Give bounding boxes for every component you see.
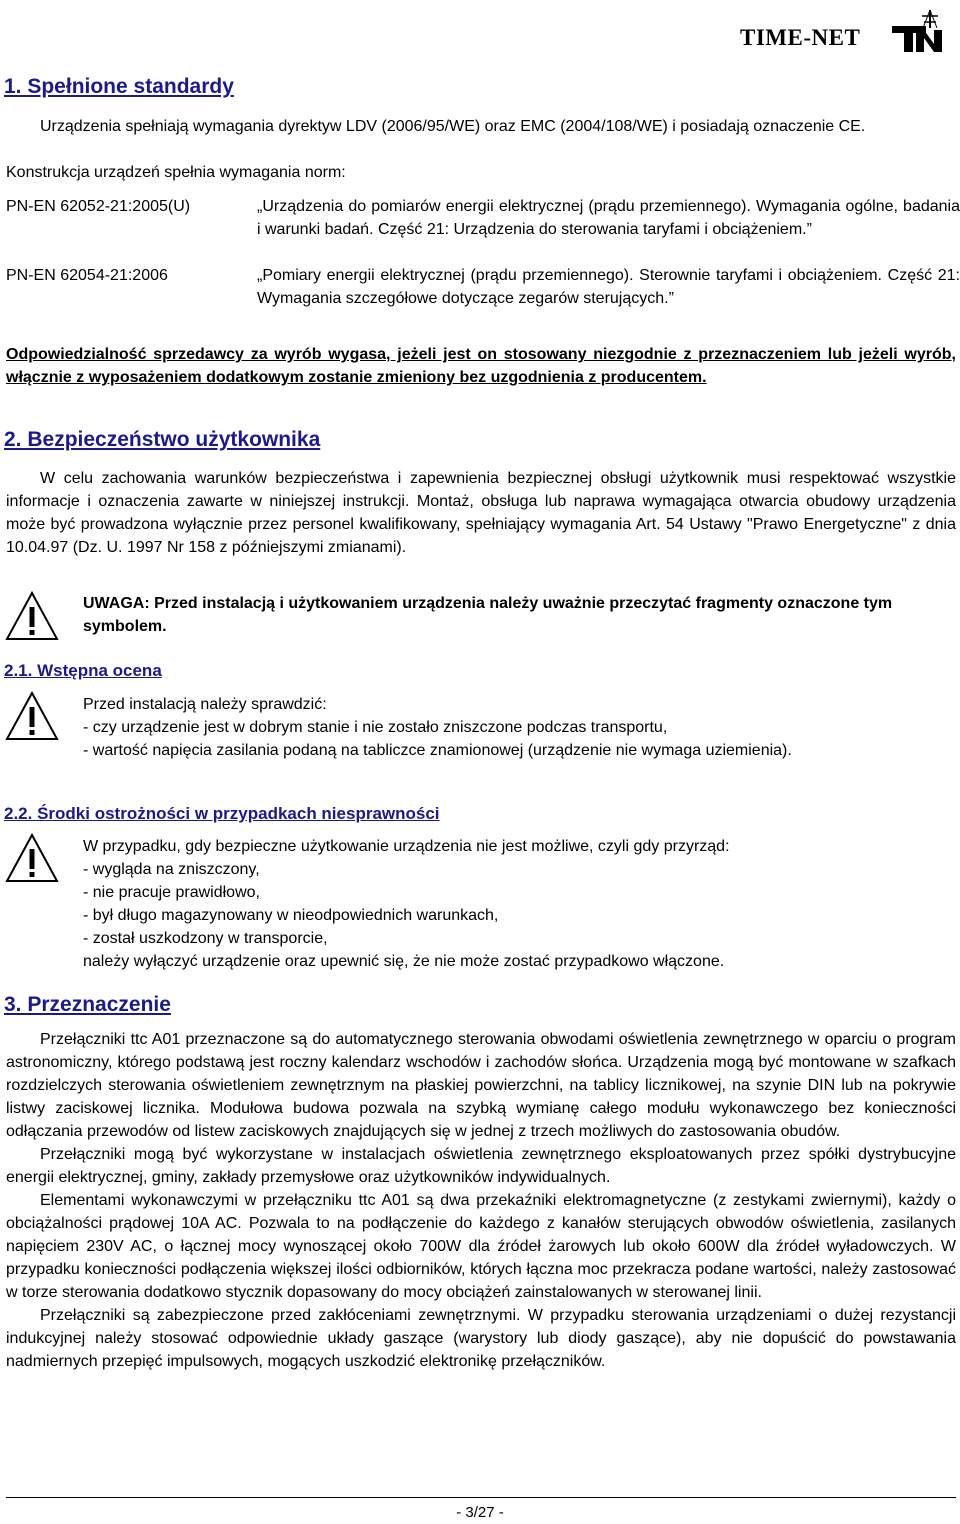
logo-text: TIME-NET bbox=[740, 25, 861, 50]
list-item: - wartość napięcia zasilania podaną na tabliczce znamionowej (urządzenie nie wymaga uziemienia). bbox=[83, 742, 792, 759]
standard-code: PN-EN 62054-21:2006 bbox=[6, 267, 168, 284]
sec22-content bbox=[83, 835, 956, 973]
footer-rule bbox=[6, 1497, 956, 1498]
sec1-norms-lead: Konstrukcja urządzeń spełnia wymagania norm: bbox=[6, 164, 346, 181]
sec21-content bbox=[83, 693, 956, 762]
sec1-intro: Urządzenia spełniają wymagania dyrektyw LDV (2006/95/WE) oraz EMC (2004/108/WE) i posiadają oznaczenie CE. bbox=[40, 118, 866, 135]
sec3-para: Przełączniki mogą być wykorzystane w instalacjach oświetlenia zewnętrznego eksploatowanych przez spółki dystrybucyjne energii elektrycznej, gminy, zakłady przemysłowe oraz użytkowników indywidualnych. bbox=[6, 1146, 956, 1186]
sec21-lead: Przed instalacją należy sprawdzić: bbox=[83, 696, 327, 713]
warning-text: UWAGA: Przed instalacją i użytkowaniem urządzenia należy uważnie przeczytać fragmenty oznaczone tym symbolem. bbox=[83, 595, 893, 635]
sec3-para: Przełączniki są zabezpieczone przed zakłóceniami zewnętrznymi. W przypadku sterowania urządzeniami o dużej rezystancji indukcyjnej należy stosować odpowiednie układy gaszące (warystory lub diody gaszące), aby nie dopuścić do powstawania nadmiernych przepięć impulsowych, mogących uszkodzić elektronikę przełączników. bbox=[6, 1307, 956, 1370]
section-2-title: 2. Bezpieczeństwo użytkownika bbox=[4, 428, 321, 451]
sec22-tail: należy wyłączyć urządzenie oraz upewnić się, że nie może zostać przypadkowo włączone. bbox=[83, 953, 725, 970]
standard-desc: „Urządzenia do pomiarów energii elektrycznej (prądu przemiennego). Wymagania ogólne, badania i warunki badań. Część 21: Urządzenia do sterowania taryfami i obciążeniem.” bbox=[257, 198, 960, 238]
warning-icon bbox=[4, 832, 60, 884]
section-2-1-title: 2.1. Wstępna ocena bbox=[4, 661, 162, 680]
company-logo bbox=[740, 8, 955, 56]
sec22-lead: W przypadku, gdy bezpieczne użytkowanie urządzenia nie jest możliwe, czyli gdy przyrząd: bbox=[83, 838, 730, 855]
liability-notice: Odpowiedzialność sprzedawcy za wyrób wygasa, jeżeli jest on stosowany niezgodnie z przeznaczeniem lub jeżeli wyrób, włącznie z wyposażeniem dodatkowym zostanie zmieniony bez uzgodnienia z producentem. bbox=[6, 346, 956, 386]
list-item: - wygląda na zniszczony, bbox=[83, 861, 260, 878]
standard-row bbox=[6, 264, 960, 334]
list-item: - nie pracuje prawidłowo, bbox=[83, 884, 260, 901]
section-1-title: 1. Spełnione standardy bbox=[4, 75, 234, 98]
sec3-content bbox=[6, 1028, 956, 1373]
tn-logo-icon bbox=[890, 8, 952, 54]
sec3-para: Przełączniki ttc A01 przeznaczone są do automatycznego sterowania obwodami oświetlenia zewnętrznego w oparciu o program astronomiczny, którego podstawą jest roczny kalendarz wschodów i zachodów słońca. Urządzenia mogą być montowane w szafkach rozdzielczych sterowania oświetleniem zewnętrznym na płaskiej powierzchni, na tablicy licznikowej, na szynie DIN lub na pokrywie listwy zaciskowej licznika. Modułowa budowa pozwala na szybką wymianę całego modułu wykonawczego bez konieczności odłączania przewodów od listew zaciskowych znajdujących się w jednej z trzech możliwych do zastosowania obudów. bbox=[6, 1031, 956, 1140]
sec2-para: W celu zachowania warunków bezpieczeństwa i zapewnienia bezpiecznej obsługi użytkownik musi respektować wszystkie informacje i oznaczenia zawarte w niniejszej instrukcji. Montaż, obsługa lub naprawa wymagająca otwarcia obudowy urządzenia może być prowadzona wyłącznie przez personel kwalifikowany, spełniający wymagania Art. 54 Ustawy "Prawo Energetyczne" z dnia 10.04.97 (Dz. U. 1997 Nr 158 z późniejszymi zmianami). bbox=[6, 470, 956, 556]
standard-desc: „Pomiary energii elektrycznej (prądu przemiennego). Sterownie taryfami i obciążeniem. Część 21: Wymagania szczegółowe dotyczące zegarów sterujących.” bbox=[257, 267, 960, 307]
list-item: - został uszkodzony w transporcie, bbox=[83, 930, 328, 947]
page-number: - 3/27 - bbox=[456, 1504, 504, 1521]
section-2-2-title: 2.2. Środki ostrożności w przypadkach niesprawności bbox=[4, 804, 440, 823]
section-3-title: 3. Przeznaczenie bbox=[4, 993, 171, 1016]
standard-row bbox=[6, 195, 960, 265]
list-item: - czy urządzenie jest w dobrym stanie i nie zostało zniszczone podczas transportu, bbox=[83, 719, 668, 736]
warning-icon bbox=[4, 590, 60, 642]
standard-code: PN-EN 62052-21:2005(U) bbox=[6, 198, 191, 215]
warning-icon bbox=[4, 690, 60, 742]
list-item: - był długo magazynowany w nieodpowiednich warunkach, bbox=[83, 907, 499, 924]
sec3-para: Elementami wykonawczymi w przełączniku ttc A01 są dwa przekaźniki elektromagnetyczne (z zestykami zwiernymi), każdy o obciążalności prądowej 10A AC. Pozwala to na podłączenie do każdego z kanałów sterujących obwodów oświetlenia, zasilanych napięciem 230V AC, o łącznej mocy wynoszącej około 700W dla źródeł żarowych lub około 600W dla źródeł wyładowczych. W przypadku konieczności podłączenia większej ilości odbiorników, których łączna moc przekracza podane wartości, należy zastosować w torze sterowania dodatkowo stycznik dopasowany do mocy obciążeń zainstalowanych w sterowanej linii. bbox=[6, 1192, 956, 1301]
